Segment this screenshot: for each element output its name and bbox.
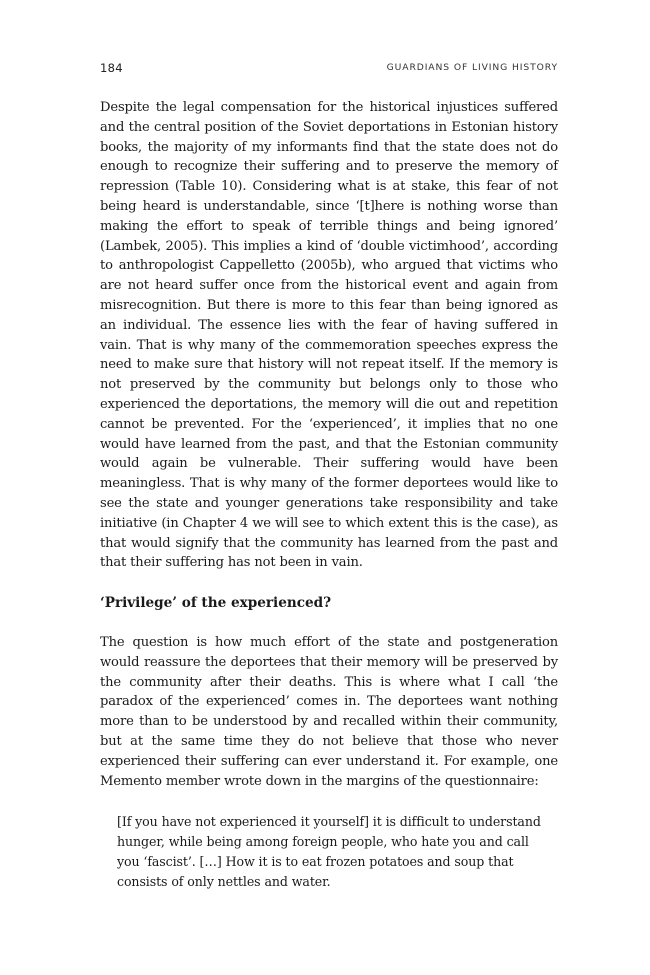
section-heading: ‘Privilege’ of the experienced? [100, 595, 332, 611]
page-number: 184 [100, 61, 123, 75]
block-quote: [If you have not experienced it yourself] it is difficult to understand hunger, while being among foreign people, who hate you and call you ‘fascist’. […] How it is to eat frozen potatoes and soup that consists of only nettles and water. [117, 814, 541, 889]
running-title: GUARDIANS OF LIVING HISTORY [386, 62, 558, 73]
body-paragraph: The question is how much effort of the state and postgeneration would reassure the deportees that their memory will be preserved by the community after their deaths. This is where what I call ‘the paradox of the experienced’ comes in. The deportees want nothing more than to be understood by and recalled within their community, but at the same time they do not believe that those who never experienced their suffering can ever understand it. For example, one Memento member wrote down in the margins of the questionnaire: [100, 635, 558, 789]
body-paragraph: Despite the legal compensation for the historical injustices suffered and the central position of the Soviet deportations in Estonian history books, the majority of my informants find that the state does not do enough to recognize their suffering and to preserve the memory of repression (Table 10). Considering what is at stake, this fear of not being heard is understandable, since ‘[t]here is nothing worse than making the effort to speak of terrible things and being ignored’ (Lambek, 2005). This implies a kind of ‘double victimhood’, according to anthropologist Cappelletto (2005b), who argued that victims who are not heard suffer once from the historical event and again from misrecognition. But there is more to this fear than being ignored as an individual. The essence lies with the fear of having suffered in vain. That is why many of the commemoration speeches express the need to make sure that history will not repeat itself. If the memory is not preserved by the community but belongs only to those who experienced the deportations, the memory will die out and repetition cannot be prevented. For the ‘experienced’, it implies that no one would have learned from the past, and that the Estonian community would again be vulnerable. Their suffering would have been meaningless. That is why many of the former deportees would like to see the state and younger generations take responsibility and take initiative (in Chapter 4 we will see to which extent this is the case), as that would signify that the community has learned from the past and that their suffering has not been in vain. [100, 100, 558, 571]
running-head [100, 61, 558, 77]
